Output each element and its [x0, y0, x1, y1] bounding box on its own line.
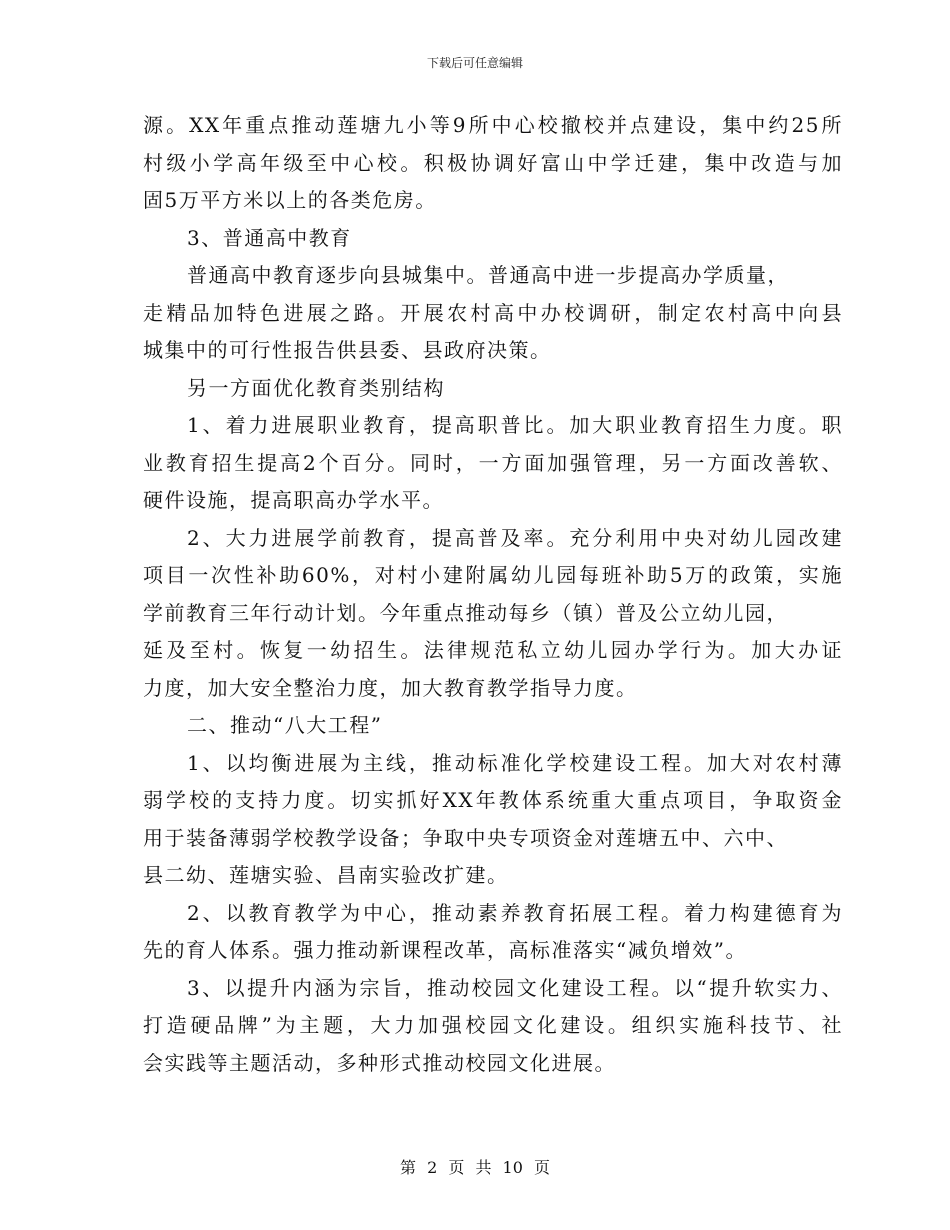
text-line: 村级小学高年级至中心校。积极协调好富山中学迁建，集中改造与加 — [143, 150, 843, 175]
text-line: 走精品加特色进展之路。开展农村高中办校调研，制定农村高中向县 — [143, 300, 843, 325]
text-line: 学前教育三年行动计划。今年重点推动每乡（镇）普及公立幼儿园， — [143, 600, 788, 625]
text-line: 1、着力进展职业教育，提高职普比。加大职业教育招生力度。职 — [187, 413, 843, 437]
text-line: 3、以提升内涵为宗旨，推动校园文化建设工程。以“提升软实力、 — [187, 975, 843, 1000]
text-line: 县二幼、莲塘实验、昌南实验改扩建。 — [143, 863, 509, 887]
document-body — [143, 107, 843, 1082]
text-line: 先的育人体系。强力推动新课程改革，高标准落实“减负增效”。 — [143, 938, 747, 962]
text-line: 2、大力进展学前教育，提高普及率。充分利用中央对幼儿园改建 — [187, 525, 843, 550]
section-heading: 二、推动“八大工程” — [187, 713, 383, 737]
text-line: 源。XX年重点推动莲塘九小等9所中心校撤校并点建设，集中约25所 — [143, 113, 843, 137]
text-line: 固5万平方米以上的各类危房。 — [143, 188, 437, 212]
section-heading: 另一方面优化教育类别结构 — [187, 375, 445, 400]
text-line: 普通高中教育逐步向县城集中。普通高中进一步提高办学质量， — [187, 263, 789, 287]
text-line: 1、以均衡进展为主线，推动标准化学校建设工程。加大对农村薄 — [187, 750, 843, 775]
text-line: 打造硬品牌”为主题，大力加强校园文化建设。组织实施科技节、社 — [143, 1013, 843, 1037]
text-line: 城集中的可行性报告供县委、县政府决策。 — [143, 338, 552, 362]
text-line: 2、以教育教学为中心，推动素养教育拓展工程。着力构建德育为 — [187, 900, 843, 925]
text-line: 力度，加大安全整治力度，加大教育教学指导力度。 — [143, 675, 638, 700]
page-footer: 第 2 页 共 10 页 — [400, 1158, 550, 1177]
text-line: 业教育招生提高2个百分。同时，一方面加强管理，另一方面改善软、 — [143, 450, 843, 475]
text-line: 硬件设施，提高职高办学水平。 — [143, 488, 444, 512]
page-header: 下载后可任意编辑 — [426, 56, 523, 70]
text-line: 会实践等主题活动，多种形式推动校园文化进展。 — [143, 1050, 616, 1075]
text-line: 用于装备薄弱学校教学设备；争取中央专项资金对莲塘五中、六中、 — [143, 825, 788, 850]
section-heading: 3、普通高中教育 — [187, 225, 352, 250]
text-line: 弱学校的支持力度。切实抓好XX年教体系统重大重点项目，争取资金 — [143, 788, 843, 812]
text-line: 延及至村。恢复一幼招生。法律规范私立幼儿园办学行为。加大办证 — [143, 638, 843, 662]
text-line: 项目一次性补助60%，对村小建附属幼儿园每班补助5万的政策，实施 — [143, 563, 843, 587]
